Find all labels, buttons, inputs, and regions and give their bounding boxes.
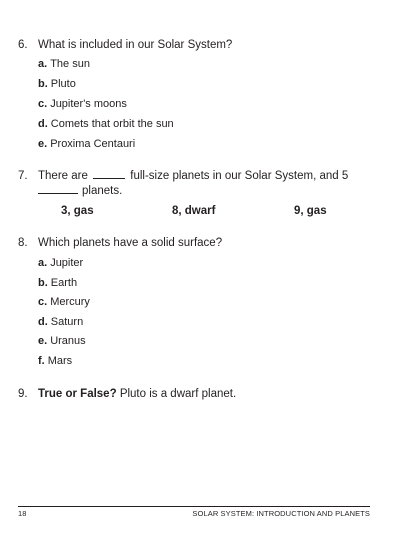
- option-text: Jupiter's moons: [50, 98, 127, 110]
- option-letter: d.: [38, 118, 48, 130]
- question-text-part3: planets.: [82, 185, 123, 197]
- option-c: [38, 97, 127, 111]
- option-letter: b.: [38, 78, 48, 90]
- option-text: The sun: [50, 58, 90, 70]
- option-letter: e.: [38, 138, 48, 150]
- option-b: [38, 276, 77, 290]
- question-text: [38, 387, 378, 402]
- answer-choice: 9, gas: [294, 205, 327, 217]
- option-b: [38, 77, 76, 91]
- option-text: Mercury: [50, 296, 90, 308]
- question-statement: Pluto is a dwarf planet.: [119, 388, 237, 400]
- option-a: [38, 256, 83, 270]
- question-text: Which planets have a solid surface?: [38, 237, 223, 249]
- answer-choice: 3, gas: [61, 205, 94, 217]
- page-number: 18: [18, 509, 27, 518]
- option-e: [38, 334, 86, 348]
- option-d: [38, 117, 174, 131]
- option-text: Comets that orbit the sun: [50, 118, 174, 130]
- option-text: Saturn: [50, 316, 84, 328]
- option-letter: e.: [38, 335, 48, 347]
- question-number: 7.: [18, 170, 28, 182]
- answer-blank: [93, 169, 125, 179]
- question-bold-prefix: True or False?: [38, 388, 117, 400]
- answer-blank: [38, 184, 78, 194]
- question-number: 6.: [18, 39, 28, 51]
- option-letter: a.: [38, 58, 48, 70]
- question-text: [38, 169, 378, 199]
- option-d: [38, 315, 83, 329]
- question-text-part2: full-size planets in our Solar System, and 5: [130, 170, 349, 182]
- option-text: Uranus: [50, 335, 86, 347]
- option-f: [38, 354, 72, 368]
- option-letter: a.: [38, 257, 48, 269]
- option-text: Earth: [50, 277, 78, 289]
- footer-title: SOLAR SYSTEM: INTRODUCTION AND PLANETS: [192, 509, 370, 518]
- question-number: 8.: [18, 237, 28, 249]
- answer-choice: 8, dwarf: [172, 205, 216, 217]
- option-letter: f.: [38, 355, 45, 367]
- option-letter: b.: [38, 277, 48, 289]
- footer-divider: [18, 506, 370, 507]
- option-letter: d.: [38, 316, 48, 328]
- option-a: [38, 57, 90, 71]
- option-letter: c.: [38, 98, 48, 110]
- option-e: [38, 137, 135, 151]
- question-text: What is included in our Solar System?: [38, 39, 233, 51]
- option-text: Pluto: [50, 78, 76, 90]
- option-c: [38, 295, 90, 309]
- option-text: Proxima Centauri: [50, 138, 136, 150]
- option-text: Mars: [47, 355, 73, 367]
- question-number: 9.: [18, 388, 28, 400]
- question-text-part1: There are: [38, 170, 88, 182]
- option-text: Jupiter: [50, 257, 84, 269]
- option-letter: c.: [38, 296, 48, 308]
